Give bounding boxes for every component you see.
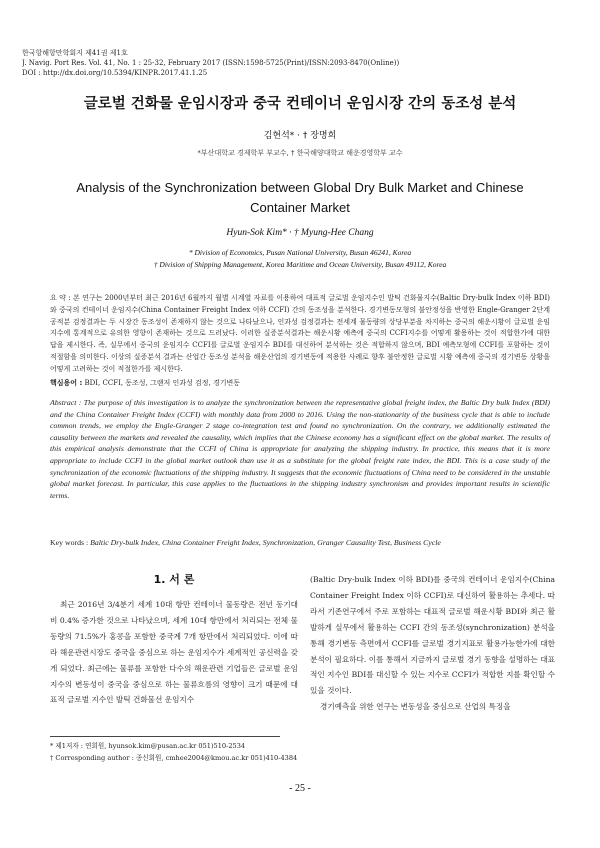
body-paragraph-1: (Baltic Dry-bulk Index 이하 BDI)를 중국의 컨테이너 운임지수(China Container Freight Index 이하 CCFI)로 대신하여 활용하는 추세다. 따라서 기존연구에서 주로 포함하는 대표적 글로벌 해운시황 BDI와 최근 활발하게 실무에서 활용하는 CCFI 간의 동조성(synchronization) 분석을 통해 경기변동 측면에서 CCFI를 글로벌 경기지표로 활용가능한가에 대한 분석이 필요하다. 이를 통해서 지금까지 글로벌 경기 동향을 설명하는 대표적인 지수인 BDI를 대신할 수 있는 지수로 CCFI가 적합한 지를 확인할 수 있을 것이다. xyxy=(310,575,555,696)
abstract-en-text: The purpose of this investigation is to analyze the synchronization between the representative global freight index, the Baltic Dry bulk Index (BDI) and the China Container Freight Index (CCFI) with monthly data from 2000 to 2016. Using the non-stationarity of the business cycle that is able to include common trends, we employ the Engle-Granger 2 stage co-integration test and found no synchronization. On the contrary, we additionally estimated the causality between the markets and revealed the causality, which implies that the Chinese economy has a significant effect on the global market. The results of this empirical analysis demonstrate that the CCFI of China is appropriate for analyzing the shipping industry. In practice, this means that it is more appropriate to include CCFI in the global market outlook than use it as a substitute for the global freight rate index, the BDI. This is a case study of the synchronization of the economic fluctuations of the shipping industry. It suggests that the economic fluctuations of China need to be considered in the unstable global market forecast. In particular, this case applies to the fluctuations in the shipping industry synchronism and provides important results in scientific terms. xyxy=(50,398,550,500)
keywords-ko-label: 핵심용어 : xyxy=(50,379,83,387)
section-heading-introduction: 1. 서 론 xyxy=(153,573,195,586)
paper-title-ko: 글로벌 건화물 운임시장과 중국 컨테이너 운임시장 간의 동조성 분석 xyxy=(83,96,517,112)
journal-header xyxy=(22,48,582,78)
abstract-en-label: Abstract : xyxy=(50,398,82,407)
authors-en: Hyun-Sok Kim* · † Myung-Hee Chang xyxy=(226,228,374,238)
body-column-right xyxy=(310,572,555,715)
keywords-en-label: Key words : xyxy=(50,538,89,547)
keywords-ko-text: BDI, CCFI, 동조성, 그랜저 인과성 검정, 경기변동 xyxy=(84,379,241,387)
doi-link[interactable]: DOI : http://dx.doi.org/10.5394/KINPR.2017.41.1.25 xyxy=(22,69,208,77)
keywords-ko xyxy=(50,378,550,388)
body-paragraph-2: 경기예측을 위한 연구는 변동성을 중심으로 산업의 특징을 xyxy=(320,702,511,712)
abstract-en xyxy=(50,397,550,501)
affiliation-en-1: * Division of Economics, Pusan National University, Busan 46241, Korea xyxy=(188,248,412,257)
keywords-en-text: Baltic Dry-bulk Index, China Container Freight Index, Synchronization, Granger Causality Test, Business Cycle xyxy=(90,538,441,547)
page-number: - 25 - xyxy=(289,783,311,794)
abstract-ko: 요 약 : 본 연구는 2000년부터 최근 2016년 6월까지 월별 시계열 자료를 이용하여 대표적 글로벌 운임지수인 발틱 건화물지수(Baltic Dry-bulk Index 이하 BDI)와 중국의 컨테이너 운임지수(China Container Freight Index 이하 CCFI) 간의 동조성을 분석한다. 경기변동모형의 불안정성을 반영한 Engle-Granger 2단계 공적분 검정결과는 두 시장간 동조성이 존재하지 않는 것으로 나타났으나, 인과성 검정결과는 전세계 물동량의 상당부분을 차지하는 중국의 해운시황이 글로벌 운임지수에 통계적으로 유의한 영향이 존재하는 것으로 드러났다. 이러한 실증분석결과는 해운시황 예측에 중국의 CCFI지수를 어떻게 활용하는 것이 적합한가에 대한 답을 제시한다. 즉, 실무에서 중국의 운임지수 CCFI를 글로벌 운임지수 BDI를 대신하여 분석하는 것은 적합하지 않으며, BDI 예측모형에 CCFI를 포함하는 것이 적절함을 의미한다. 이상의 실증분석 결과는 산업간 동조성 분석을 해운산업의 경기변동에 적용한 사례로 향후 불안정한 글로벌 시황 예측에 중국의 경기변동 상황을 어떻게 고려하는 것이 적절한가를 제시한다. xyxy=(50,294,550,373)
journal-name-ko: 한국항해항만학회지 제41권 제1호 xyxy=(22,49,128,57)
affiliation-en-2: † Division of Shipping Management, Korea Maritime and Ocean University, Busan 49112, Korea xyxy=(153,260,447,269)
authors-ko: 김현석* · † 장명희 xyxy=(263,131,337,141)
keywords-en xyxy=(50,538,550,547)
body-column-left: 최근 2016년 3/4분기 세계 10대 항만 컨테이너 물동량은 전년 동기대비 0.4% 증가한 것으로 나타났으며, 세계 10대 항만에서 처리되는 전체 물동량의 71.5%가 홍콩을 포함한 중국계 7개 항만에서 처리되었다. 이에 따라 해운관련시장도 중국을 중심으로 하는 운임지수가 세계적인 공신력을 갖게 되었다. 최근에는 물류를 포함한 다수의 해운관련 기업들은 글로벌 운임지수의 변동성이 중국을 중심으로 하는 물류흐름의 영향이 크기 때문에 대표적 글로벌 지수인 발틱 건화물선 운임지수 xyxy=(50,600,298,705)
footnote-corresponding-author: † Corresponding author : 종신회원, cmhee2004@kmou.ac.kr 051)410-4384 xyxy=(50,754,298,762)
paper-title-en: Analysis of the Synchronization between Global Dry Bulk Market and Chinese Container Market xyxy=(76,180,524,215)
footnote-first-author: * 제1저자 : 연회원, hyunsok.kim@pusan.ac.kr 051)510-2534 xyxy=(50,742,246,750)
footnote-divider xyxy=(50,736,280,737)
affiliation-ko: *부산대학교 경제학부 부교수, † 한국해양대학교 해운경영학부 교수 xyxy=(197,149,403,157)
journal-citation: J. Navig. Port Res. Vol. 41, No. 1 : 25-32, February 2017 (ISSN:1598-5725(Print)/ISSN:2093-8470(Online)) xyxy=(22,59,400,67)
affiliations-en xyxy=(0,247,600,271)
